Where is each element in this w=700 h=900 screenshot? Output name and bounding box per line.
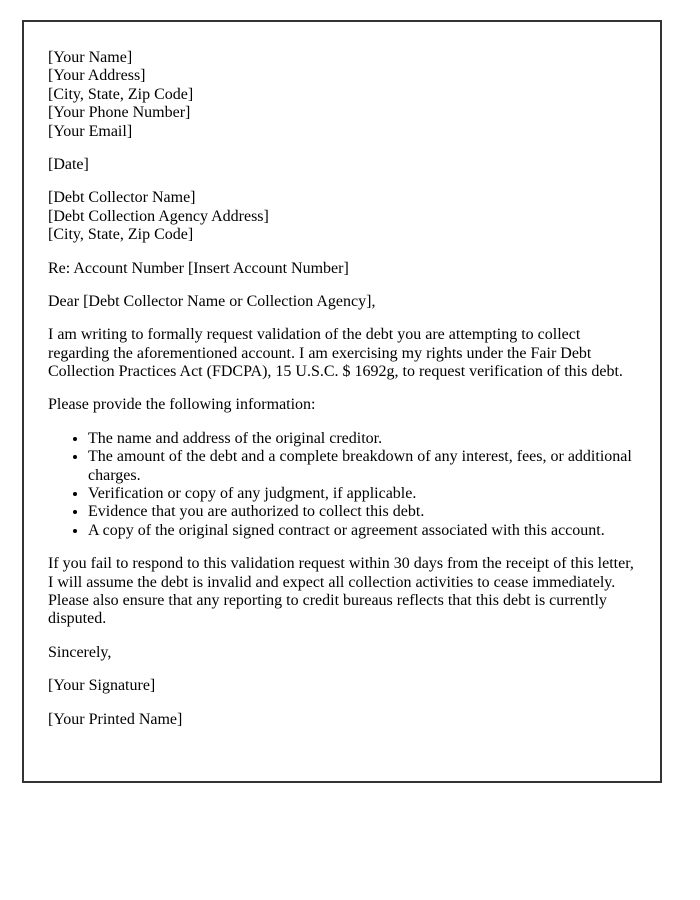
paragraph-deadline: If you fail to respond to this validation request within 30 days from the receipt of this letter, I will assume the debt is invalid and expect all collection activities to cease immediately. Please also ensure that any reporting to credit bureaus reflects that this debt is currently disputed. [48, 555, 634, 628]
salutation: Dear [Debt Collector Name or Collection Agency], [48, 292, 376, 310]
list-item: • The amount of the debt and a complete breakdown of any interest, fees, or additional charges. [88, 448, 636, 485]
sender-email-line: [Your Email] [48, 122, 133, 140]
printed-name-placeholder: [Your Printed Name] [48, 710, 183, 728]
recipient-address-line: [Debt Collection Agency Address] [48, 207, 269, 225]
sender-phone-line: [Your Phone Number] [48, 104, 191, 122]
letter-frame [22, 20, 662, 783]
closing-line: Sincerely, [48, 643, 112, 661]
date-line: [Date] [48, 155, 89, 173]
paragraph-list-intro: Please provide the following information: [48, 396, 316, 414]
recipient-name-line: [Debt Collector Name] [48, 189, 196, 207]
paragraph-request-validation: I am writing to formally request validation of the debt you are attempting to collect regarding the aforementioned account. I am exercising my rights under the Fair Debt Collection Practices Act (FDCPA), 15 U.S.C. $ 1692g, to request verification of this debt. [48, 326, 623, 381]
request-list [48, 430, 636, 540]
recipient-block [48, 189, 636, 244]
sender-name-line: [Your Name] [48, 49, 133, 66]
recipient-city-line: [City, State, Zip Code] [48, 226, 194, 244]
sender-address-line: [Your Address] [48, 67, 146, 85]
list-item: • A copy of the original signed contract or agreement associated with this account. [88, 522, 636, 540]
list-item: • Verification or copy of any judgment, if applicable. [88, 485, 636, 503]
sender-block [48, 49, 636, 141]
subject-line: Re: Account Number [Insert Account Number] [48, 259, 349, 277]
signature-placeholder: [Your Signature] [48, 677, 156, 695]
list-item: • The name and address of the original creditor. [88, 430, 636, 448]
sender-city-line: [City, State, Zip Code] [48, 85, 194, 103]
list-item: • Evidence that you are authorized to collect this debt. [88, 503, 636, 521]
